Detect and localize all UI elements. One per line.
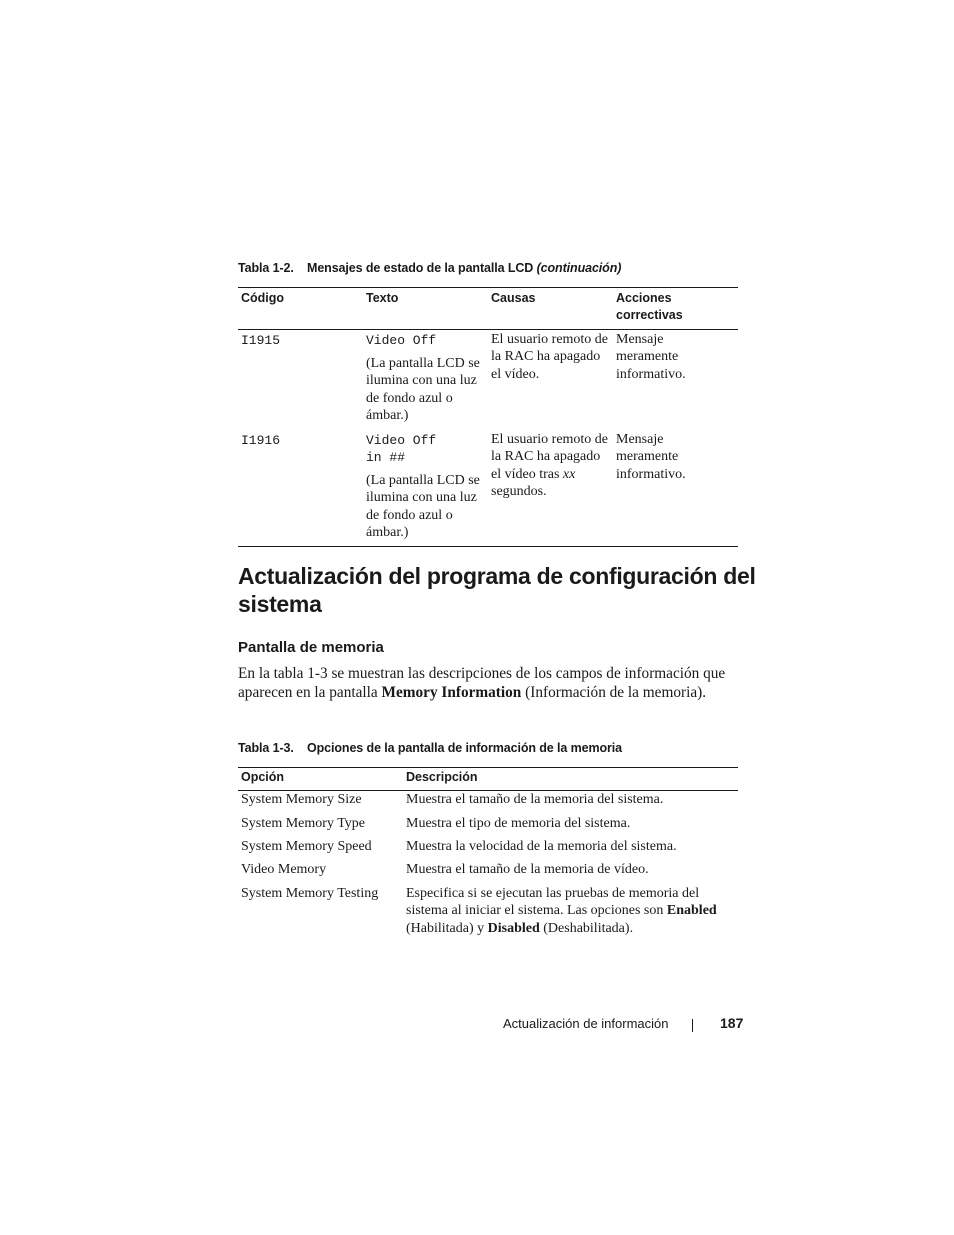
column-header-text: Texto: [366, 291, 399, 305]
table-cell-code: I1915: [241, 333, 281, 348]
table-cell-description: [406, 885, 731, 937]
table-cell-option: System Memory Type: [241, 816, 365, 831]
cell-emphasis: Enabled: [666, 903, 717, 919]
table-caption: [238, 261, 621, 275]
cell-text: (Deshabilitada).: [543, 920, 634, 936]
paragraph-text: En la tabla 1-3 se muestran las descripciones de los campos de información que aparecen en la pantalla: [238, 665, 726, 701]
cell-text: segundos.: [491, 483, 547, 499]
paragraph-text: (Información de la memoria).: [525, 684, 707, 701]
paragraph-emphasis: Memory Information: [381, 684, 522, 701]
table-cell-description: Muestra la velocidad de la memoria del sistema.: [406, 839, 677, 854]
cell-emphasis: Disabled: [487, 920, 540, 936]
table-number: Tabla 1-3.: [238, 741, 294, 755]
table-cell-description: Muestra el tamaño de la memoria de vídeo.: [406, 862, 649, 877]
footer-separator: [692, 1019, 693, 1032]
cell-text: Especifica si se ejecutan las pruebas de memoria del sistema al iniciar el sistema. Las opciones son: [406, 886, 700, 919]
cell-text: El usuario remoto de la RAC ha apagado el vídeo tras: [491, 432, 609, 482]
table-cell-causes: [491, 431, 609, 500]
table-title-suffix: (continuación): [536, 261, 622, 275]
table-cell-option: System Memory Testing: [241, 886, 379, 901]
table-cell-actions: Mensaje meramente informativo.: [616, 332, 686, 382]
table-cell-description: Muestra el tipo de memoria del sistema.: [406, 816, 631, 831]
table-cell-option: System Memory Speed: [241, 839, 372, 854]
table-title: Opciones de la pantalla de información de la memoria: [307, 741, 623, 755]
table-cell-option: System Memory Size: [241, 792, 362, 807]
table-bottom-rule: [238, 546, 738, 547]
table-cell-causes: El usuario remoto de la RAC ha apagado el vídeo.: [491, 332, 609, 382]
table-top-rule: [238, 287, 738, 288]
table-cell-text-code: Video Off: [366, 333, 437, 348]
header-line: correctivas: [616, 308, 683, 322]
table-cell-text-note: (La pantalla LCD se ilumina con una luz de fondo azul o ámbar.): [366, 473, 480, 540]
column-header-actions: [616, 290, 683, 324]
column-header-causes: Causas: [491, 291, 536, 305]
body-paragraph: [238, 664, 738, 702]
table-cell-code: I1916: [241, 433, 281, 448]
column-header-description: Descripción: [406, 770, 478, 784]
column-header-code: Código: [241, 291, 285, 305]
table-number: Tabla 1-2.: [238, 261, 294, 275]
footer-section-title: Actualización de información: [503, 1016, 669, 1031]
page-number: 187: [720, 1015, 744, 1031]
table-cell-actions: Mensaje meramente informativo.: [616, 432, 686, 482]
column-header-option: Opción: [241, 770, 285, 784]
table-header-rule: [238, 329, 738, 330]
table-caption: [238, 741, 622, 755]
cell-text: (Habilitada) y: [406, 920, 485, 936]
header-line: Acciones: [616, 291, 672, 305]
table-cell-text-note: (La pantalla LCD se ilumina con una luz de fondo azul o ámbar.): [366, 356, 480, 423]
table-title: Mensajes de estado de la pantalla LCD: [307, 261, 534, 275]
table-cell-description: Muestra el tamaño de la memoria del sistema.: [406, 792, 664, 807]
table-cell-text-code: Video Off in ##: [366, 433, 437, 465]
cell-variable: xx: [562, 466, 576, 482]
table-top-rule: [238, 767, 738, 768]
subsection-heading: Pantalla de memoria: [238, 639, 384, 656]
table-cell-option: Video Memory: [241, 862, 327, 877]
section-heading: Actualización del programa de configuración del sistema: [238, 563, 756, 617]
